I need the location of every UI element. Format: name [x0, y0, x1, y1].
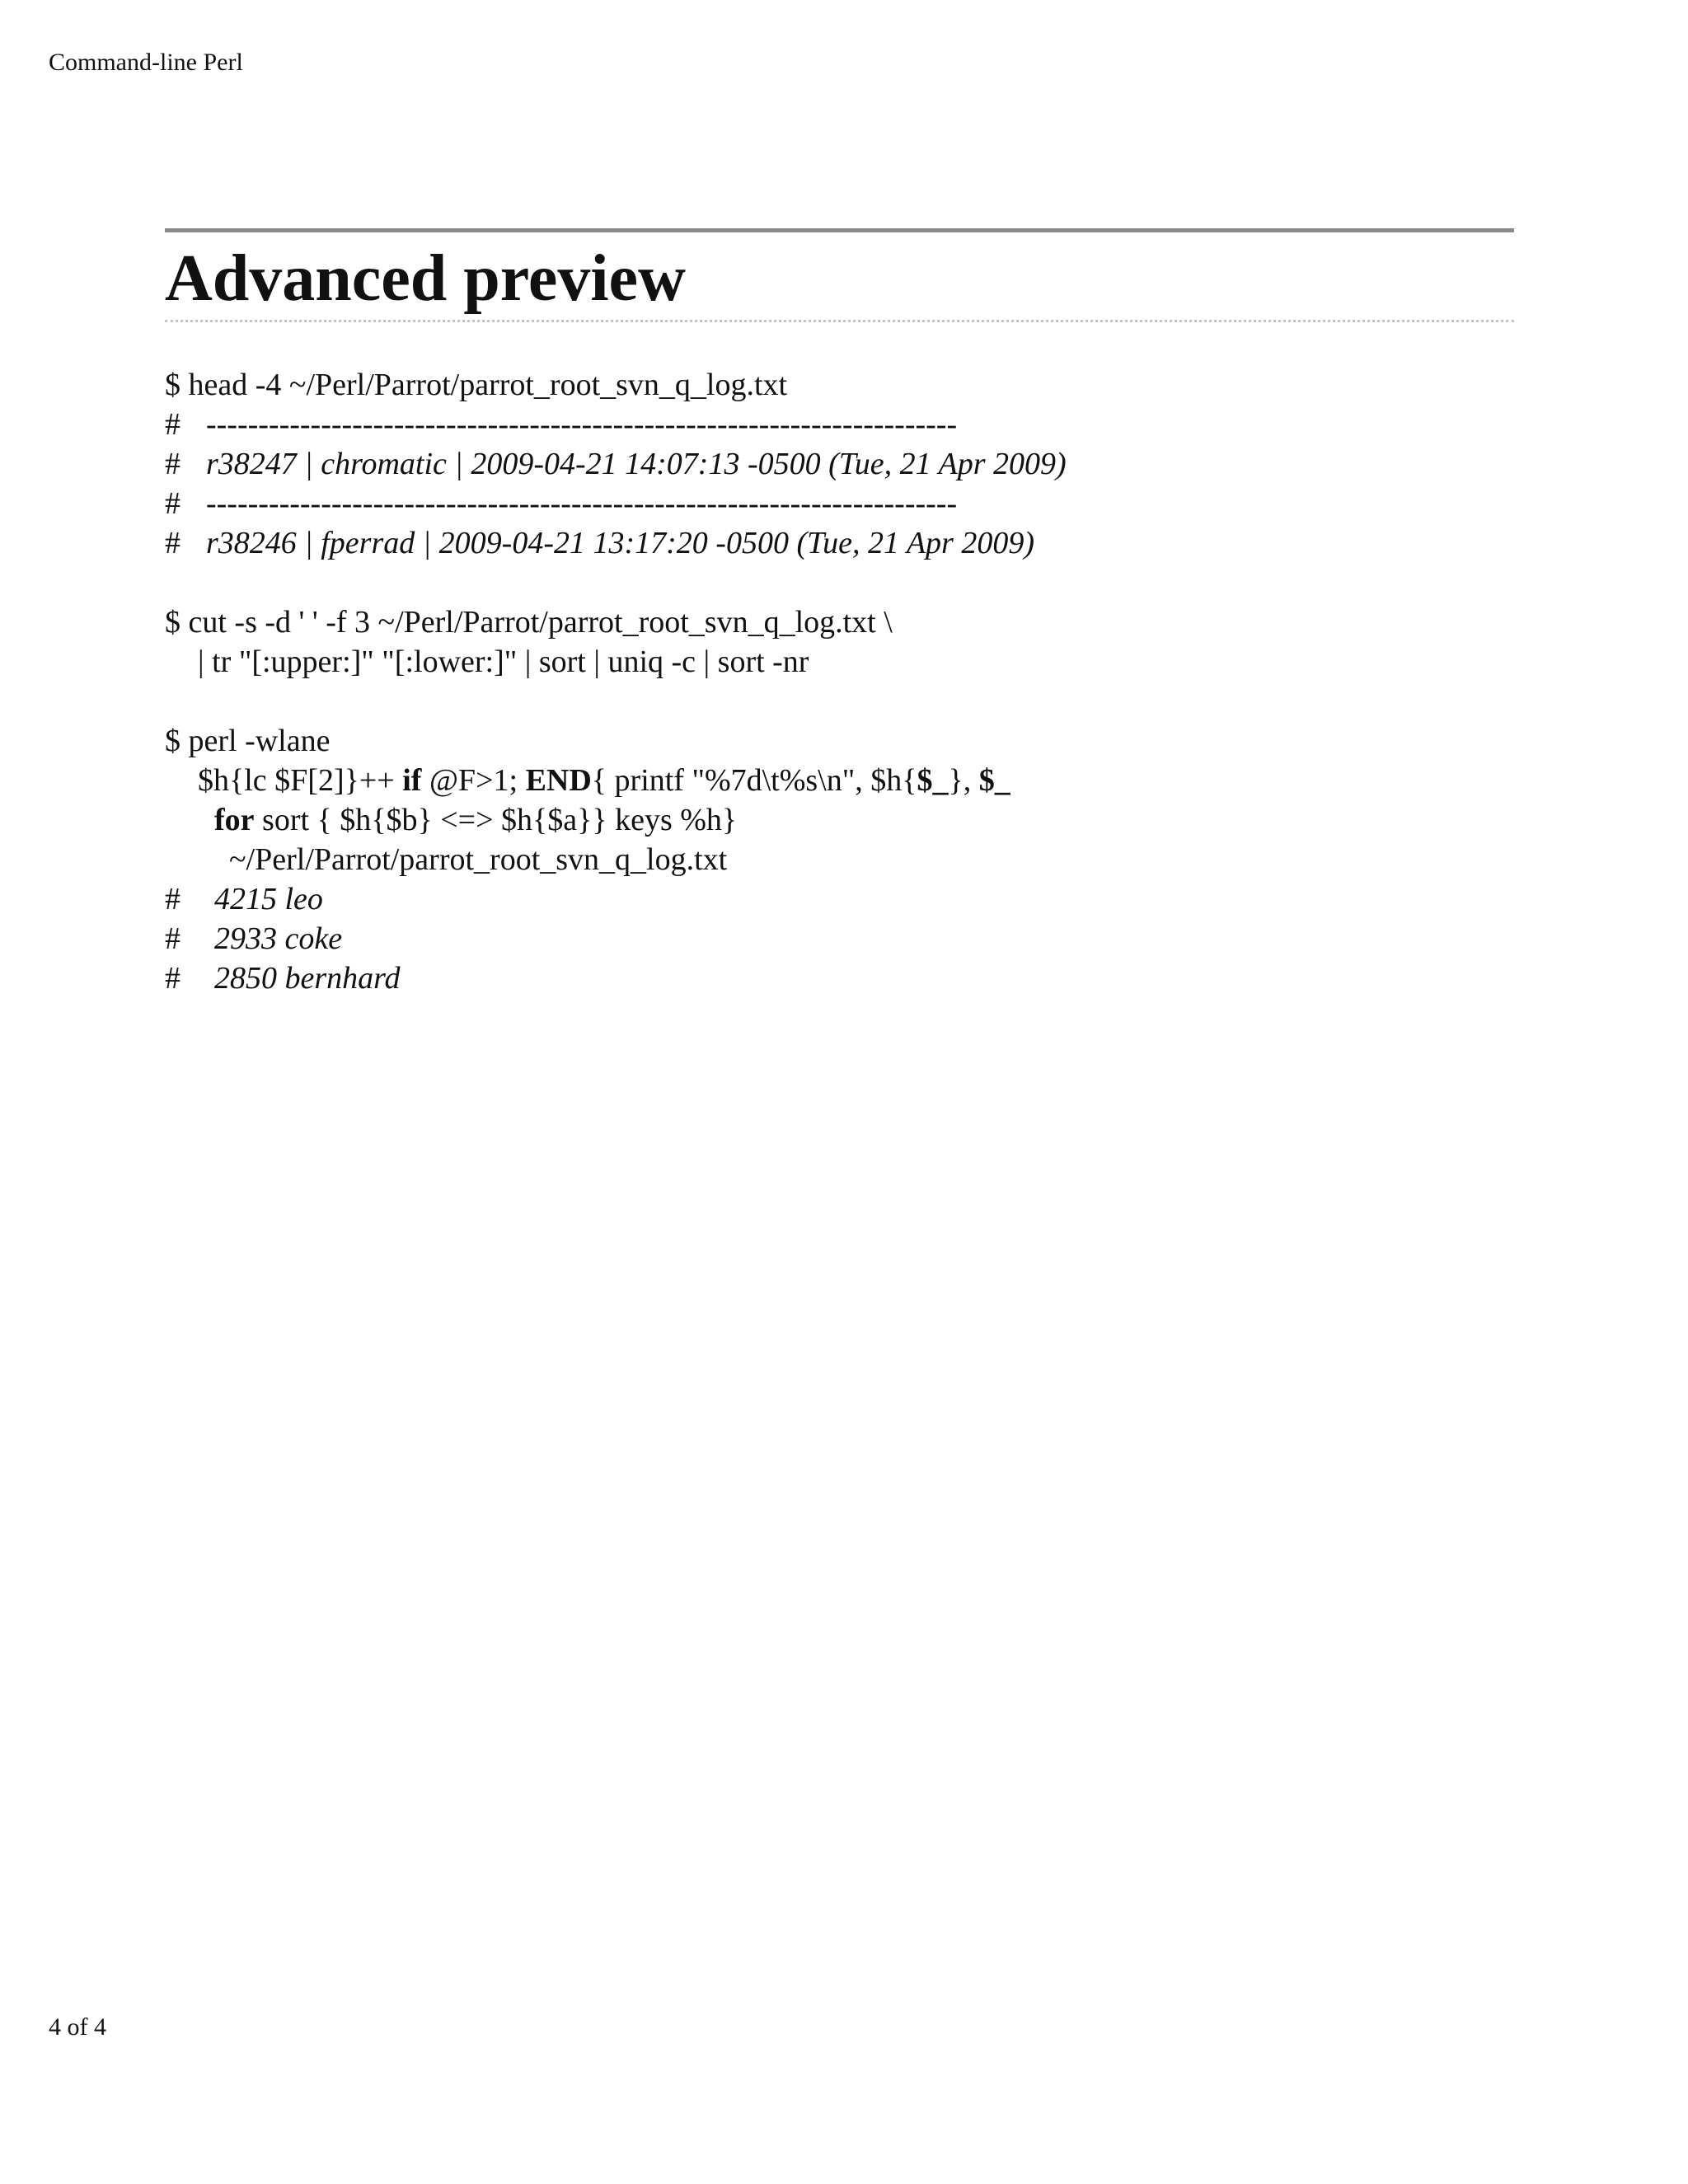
- running-header: Command-line Perl: [49, 49, 243, 76]
- keyword-default-var: $_: [917, 763, 949, 798]
- output-text: 2850 bernhard: [214, 961, 401, 996]
- output-text: 4215 leo: [214, 882, 323, 916]
- perl-code-line: [165, 761, 1514, 800]
- command-line-head: $ head -4 ~/Perl/Parrot/parrot_root_svn_q_log.txt: [165, 368, 788, 402]
- perl-code-line: [165, 800, 1514, 840]
- code-text: },: [948, 763, 979, 798]
- spacer: [165, 682, 1514, 721]
- output-text: ------------------------------------------------------------------------: [206, 407, 958, 442]
- keyword-end: END: [525, 763, 592, 798]
- output-text: ------------------------------------------------------------------------: [206, 486, 958, 521]
- keyword-for: for: [214, 803, 255, 837]
- output-line: [165, 444, 1514, 484]
- comment-hash: #: [165, 407, 181, 442]
- output-text: 2933 coke: [214, 921, 343, 956]
- spacer: [165, 563, 1514, 602]
- output-line: [165, 958, 1514, 998]
- code-text: { printf "%7d\t%s\n", $h{: [591, 763, 917, 798]
- perl-file-argument: ~/Perl/Parrot/parrot_root_svn_q_log.txt: [229, 842, 728, 877]
- keyword-default-var: $_: [978, 763, 1010, 798]
- page-indicator: 4 of 4: [49, 2013, 106, 2041]
- code-text: $h{lc $F[2]}++: [198, 763, 403, 798]
- code-text: @F>1;: [421, 763, 526, 798]
- output-line: [165, 484, 1514, 523]
- code-block: [165, 365, 1514, 998]
- output-line: [165, 919, 1514, 958]
- comment-hash: #: [165, 486, 181, 521]
- comment-hash: #: [165, 526, 181, 560]
- comment-hash: #: [165, 882, 181, 916]
- slide-title: Advanced preview: [165, 242, 686, 315]
- command-line-perl: $ perl -wlane: [165, 724, 331, 758]
- keyword-if: if: [402, 763, 422, 798]
- code-text: sort { $h{$b} <=> $h{$a}} keys %h}: [254, 803, 738, 837]
- output-line: [165, 879, 1514, 919]
- output-line: [165, 405, 1514, 444]
- output-text: r38246 | fperrad | 2009-04-21 13:17:20 -0500 (Tue, 21 Apr 2009): [206, 526, 1034, 560]
- comment-hash: #: [165, 447, 181, 481]
- command-line-cut: $ cut -s -d ' ' -f 3 ~/Perl/Parrot/parrot_root_svn_q_log.txt \: [165, 605, 893, 640]
- slide-content: [165, 228, 1514, 998]
- output-line: [165, 523, 1514, 563]
- comment-hash: #: [165, 961, 181, 996]
- command-line-pipe: | tr "[:upper:]" "[:lower:]" | sort | uniq -c | sort -nr: [198, 644, 809, 679]
- output-text: r38247 | chromatic | 2009-04-21 14:07:13 -0500 (Tue, 21 Apr 2009): [206, 447, 1067, 481]
- comment-hash: #: [165, 921, 181, 956]
- title-dotted-rule: [165, 320, 1514, 322]
